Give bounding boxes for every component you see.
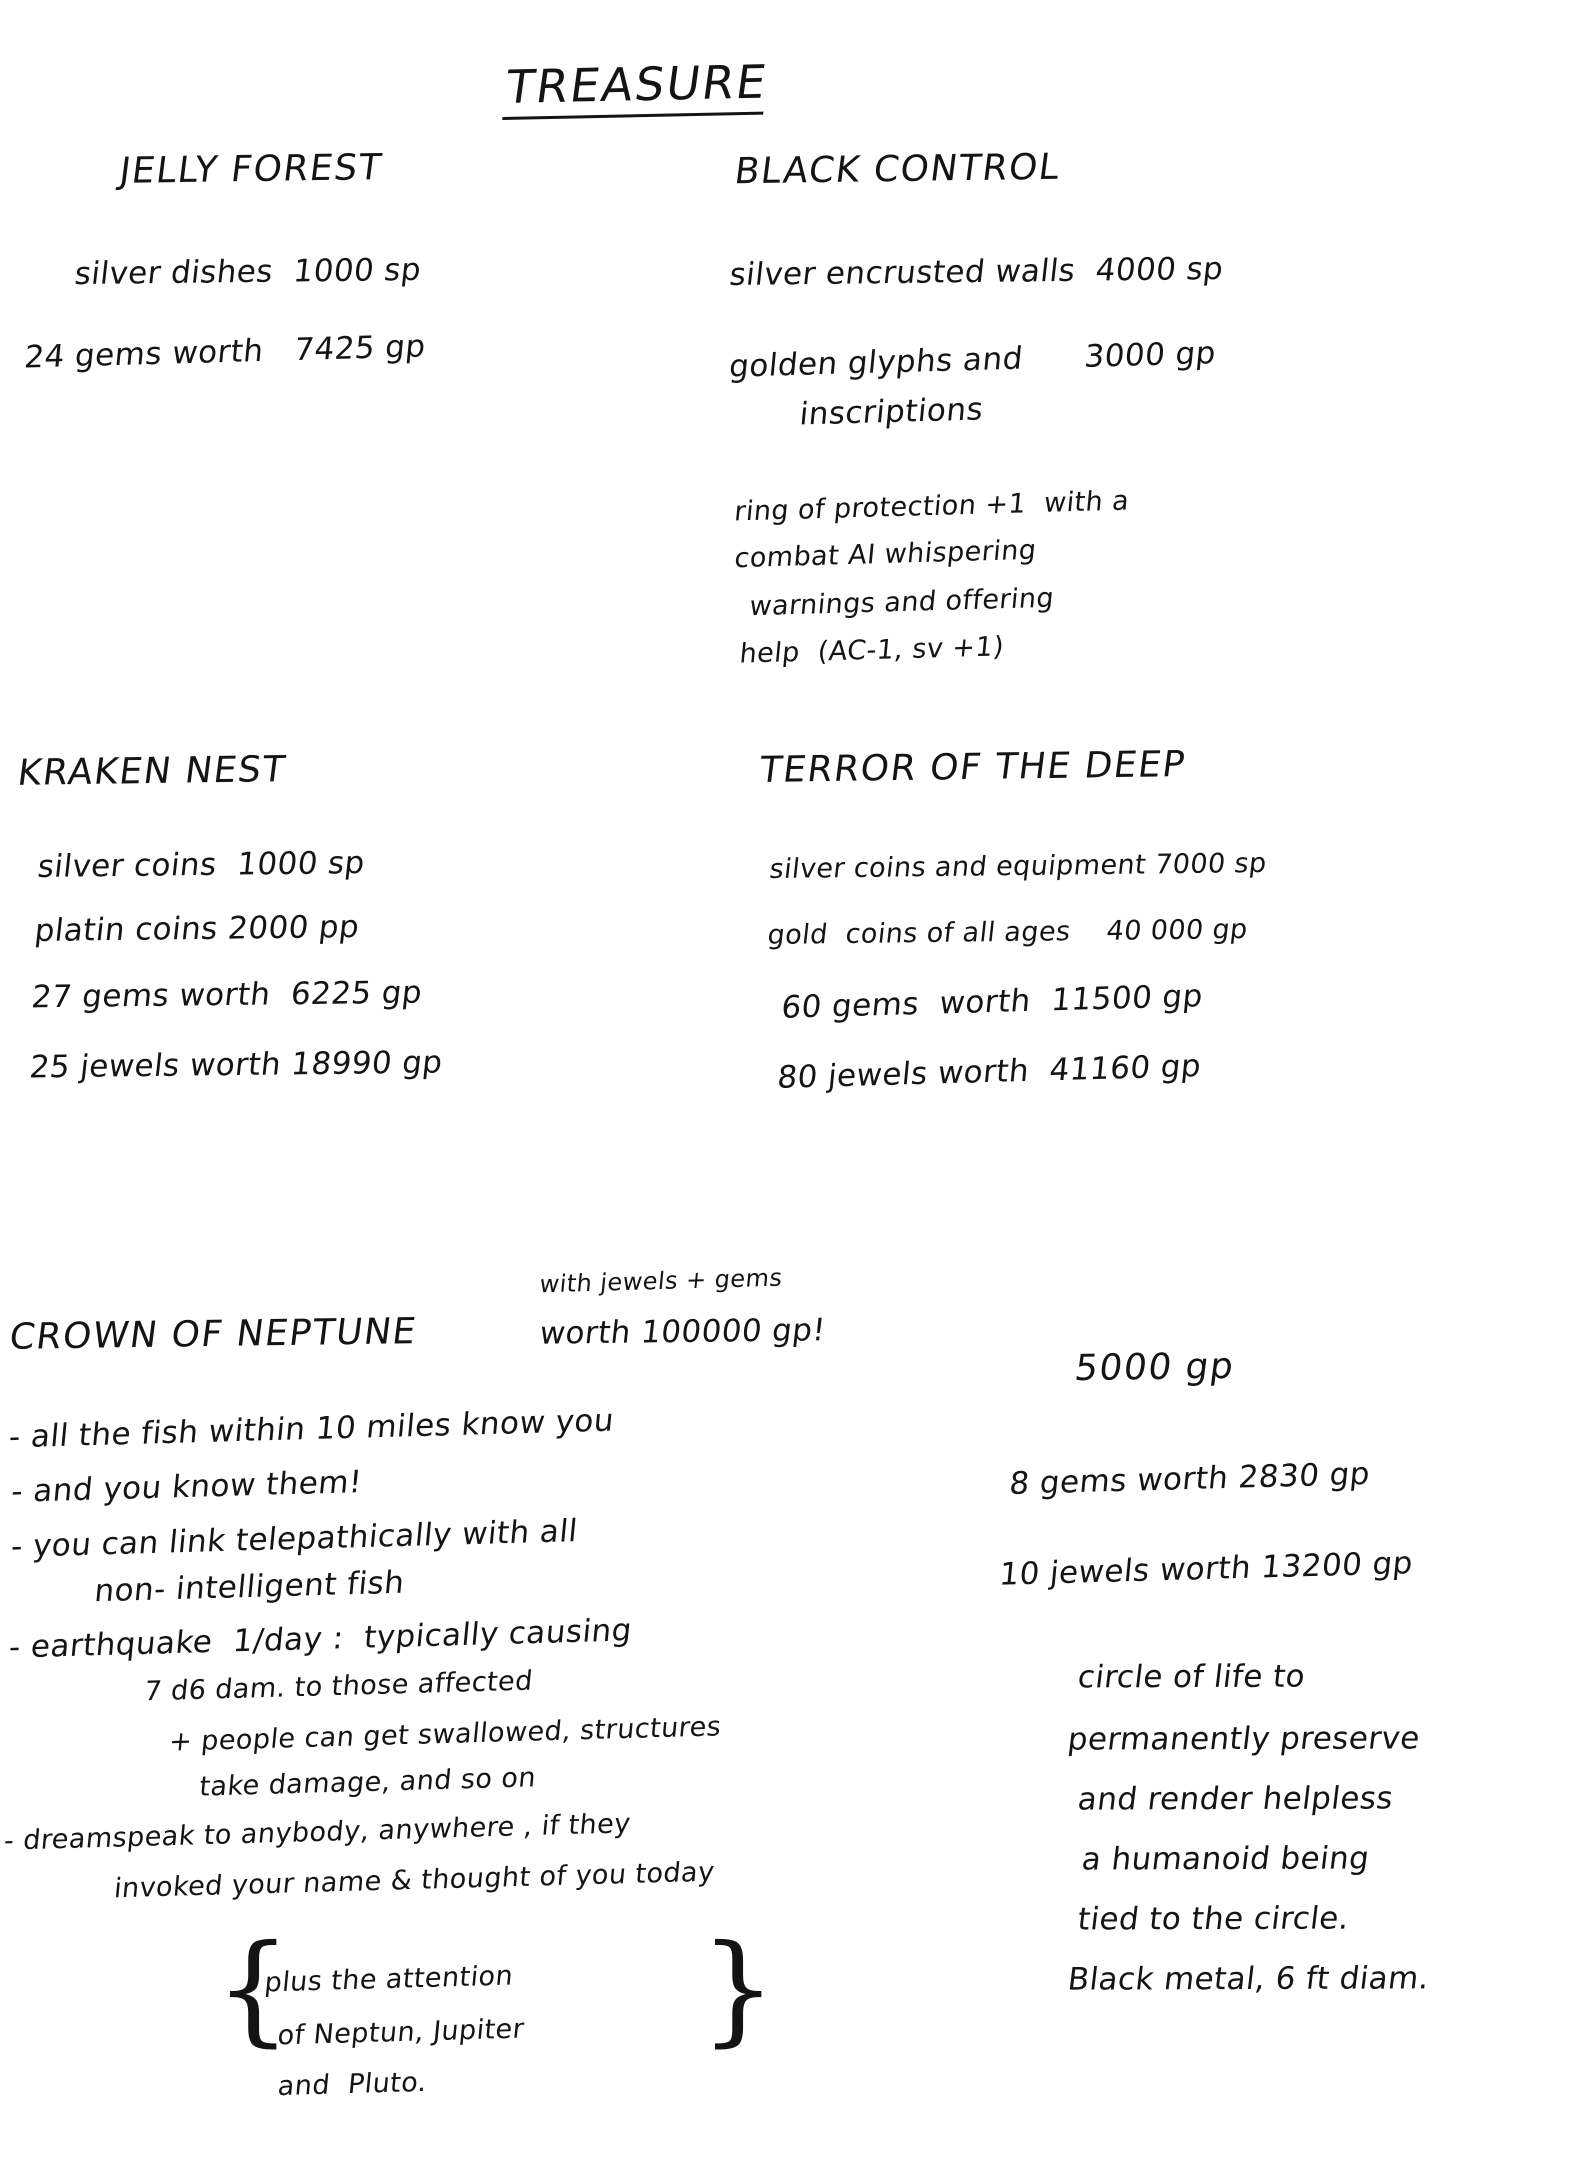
right-amount: 5000 gp: [1072, 1345, 1238, 1390]
crown-note-line-1: with jewels + gems: [538, 1263, 784, 1299]
crown-bullet: 7 d6 dam. to those affected: [143, 1665, 535, 1708]
crown-bullet: - earthquake 1/day : typically causing: [7, 1612, 634, 1666]
right-entry-line: 10 jewels worth 13200 gp: [997, 1545, 1415, 1593]
circle-of-life-line: circle of life to: [1075, 1658, 1308, 1696]
crown-bullet: invoked your name & thought of you today: [112, 1856, 716, 1905]
circle-of-life-line: a humanoid being: [1079, 1840, 1372, 1878]
crown-bullet: take damage, and so on: [198, 1762, 538, 1803]
entry-line: 80 jewels worth 41160 gp: [775, 1048, 1203, 1096]
section-heading-kraken-nest: KRAKEN NEST: [15, 749, 289, 794]
page-title-text: TREASURE: [502, 54, 772, 119]
crown-heading: CROWN OF NEPTUNE: [7, 1311, 420, 1358]
crown-bullet: - all the fish within 10 miles know you: [7, 1402, 616, 1456]
entry-line: golden glyphs and 3000 gp: [727, 335, 1218, 385]
entry-line: silver encrusted walls 4000 sp: [727, 250, 1226, 294]
crown-bullet: + people can get swallowed, structures: [167, 1711, 723, 1758]
entry-line: warnings and offering: [748, 582, 1056, 623]
crown-bullet: - you can link telepathically with all: [9, 1513, 580, 1565]
section-heading-terror-of-the-deep: TERROR OF THE DEEP: [757, 744, 1189, 791]
entry-line: 25 jewels worth 18990 gp: [27, 1044, 445, 1086]
circle-of-life-line: permanently preserve: [1065, 1720, 1422, 1758]
circle-of-life-line: Black metal, 6 ft diam.: [1065, 1960, 1432, 1998]
brace-note-line: of Neptun, Jupiter: [276, 2013, 526, 2052]
entry-line: silver dishes 1000 sp: [72, 251, 424, 293]
circle-of-life-line: tied to the circle.: [1075, 1900, 1352, 1938]
entry-line: platin coins 2000 pp: [32, 909, 362, 949]
section-heading-jelly-forest: JELLY FOREST: [117, 147, 385, 192]
right-entry-line: 8 gems worth 2830 gp: [1007, 1455, 1372, 1503]
entry-line: silver coins 1000 sp: [35, 845, 367, 885]
brace-note-line: and Pluto.: [276, 2066, 429, 2103]
right-brace-icon: }: [700, 1920, 777, 2059]
left-brace-icon: {: [215, 1920, 292, 2059]
entry-line: help (AC-1, sv +1): [738, 631, 1006, 670]
entry-line: combat AI whispering: [733, 534, 1038, 575]
crown-bullet: - and you know them!: [9, 1464, 364, 1510]
entry-line: gold coins of all ages 40 000 gp: [766, 914, 1250, 951]
entry-line: inscriptions: [798, 391, 985, 433]
crown-bullet: non- intelligent fish: [92, 1564, 406, 1610]
entry-line: silver coins and equipment 7000 sp: [768, 847, 1269, 886]
entry-line: 60 gems worth 11500 gp: [779, 978, 1205, 1026]
circle-of-life-line: and render helpless: [1075, 1780, 1396, 1818]
page-title: [429, 5, 778, 166]
entry-line: 27 gems worth 6225 gp: [29, 974, 425, 1016]
section-heading-black-control: BLACK CONTROL: [732, 146, 1064, 193]
entry-line: ring of protection +1 with a: [732, 485, 1131, 528]
entry-line: 24 gems worth 7425 gp: [22, 328, 428, 376]
brace-note-line: plus the attention: [263, 1960, 515, 1999]
crown-note-line-2: worth 100000 gp!: [537, 1312, 828, 1352]
crown-bullet: - dreamspeak to anybody, anywhere , if they: [2, 1808, 633, 1857]
